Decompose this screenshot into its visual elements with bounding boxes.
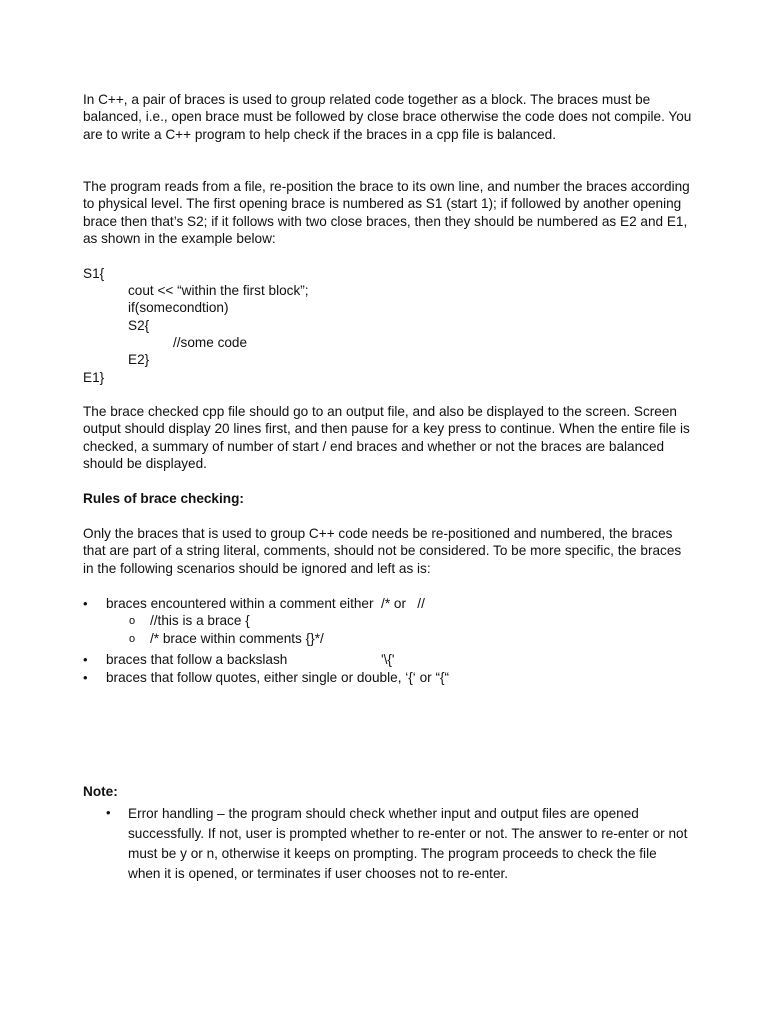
bullet-comments: braces encountered within a comment either /* or // <box>106 596 425 611</box>
note-error-handling: Error handling – the program should check whether input and output files are opened successfully. If not, user is prompted whether to re-enter or not. The answer to re-enter or not must be y or n, otherwise it keeps on prompting. The program proceeds to check the file when it is opened, or terminates if user chooses not to re-enter. <box>128 806 688 881</box>
bullet-backslash-example: '\{' <box>381 652 395 667</box>
sub-bullet-block-comment: /* brace within comments {}*/ <box>150 631 324 646</box>
note-heading: Note: <box>83 784 118 799</box>
bullet-glyph: • <box>83 596 88 611</box>
code-line-s1: S1{ <box>83 266 105 281</box>
bullet-quotes: braces that follow quotes, either single or double, ‘{‘ or “{“ <box>106 670 450 685</box>
code-line-s2: S2{ <box>128 318 150 333</box>
bullet-backslash: braces that follow a backslash <box>106 652 288 667</box>
bullet-glyph: • <box>106 805 111 820</box>
sub-bullet-glyph: o <box>129 633 136 645</box>
code-line-e1: E1} <box>83 370 105 385</box>
bullet-glyph: • <box>83 652 88 667</box>
sub-bullet-line-comment: //this is a brace { <box>150 613 250 628</box>
code-line-cout: cout << “within the first block”; <box>128 283 309 298</box>
code-line-e2: E2} <box>128 352 150 367</box>
code-line-if: if(somecondtion) <box>128 300 229 315</box>
intro-paragraph: In C++, a pair of braces is used to group related code together as a block. The braces must be balanced, i.e., open brace must be followed by close brace otherwise the code does not compile. You are to write a C++ program to help check if the braces in a cpp file is balanced. <box>83 92 692 142</box>
code-line-comment: //some code <box>173 335 248 350</box>
rules-heading: Rules of brace checking: <box>83 491 244 506</box>
output-description-paragraph: The brace checked cpp file should go to an output file, and also be displayed to the screen. Screen output should display 20 lines first, and then pause for a key press to continue. When the entire file is checked, a summary of number of start / end braces and whether or not the braces are balanced should be displayed. <box>83 404 690 472</box>
program-description-paragraph: The program reads from a file, re-position the brace to its own line, and number the braces according to physical level. The first opening brace is numbered as S1 (start 1); if followed by another opening brace then that’s S2; if it follows with two close braces, then they should be numbered as E2 and E1, as shown in the example below: <box>83 179 690 247</box>
rules-description-paragraph: Only the braces that is used to group C++ code needs be re-positioned and numbered, the braces that are part of a string literal, comments, should not be considered. To be more specific, the braces in the following scenarios should be ignored and left as is: <box>83 526 682 576</box>
bullet-glyph: • <box>83 670 88 685</box>
sub-bullet-glyph: o <box>129 615 136 627</box>
